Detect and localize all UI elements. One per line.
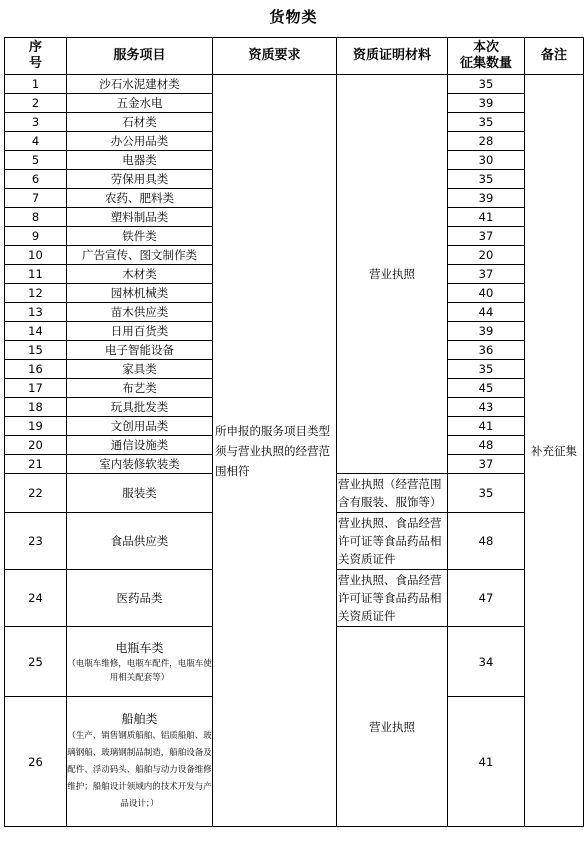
row-item xyxy=(67,627,213,697)
row-qty: 48 xyxy=(448,513,525,570)
row-qty: 36 xyxy=(448,341,525,360)
row-item: 玩具批发类 xyxy=(67,398,213,417)
row-item: 农药、肥料类 xyxy=(67,189,213,208)
row-seq: 8 xyxy=(5,208,67,227)
row-qty: 37 xyxy=(448,265,525,284)
material-cell-row24: 营业执照、食品经营许可证等食品药品相关资质证件 xyxy=(337,570,448,627)
row-item: 劳保用具类 xyxy=(67,170,213,189)
row-item: 通信设施类 xyxy=(67,436,213,455)
row-item: 电子智能设备 xyxy=(67,341,213,360)
header-item: 服务项目 xyxy=(67,38,213,75)
row-qty: 48 xyxy=(448,436,525,455)
row-seq: 3 xyxy=(5,113,67,132)
row-seq: 19 xyxy=(5,417,67,436)
row-qty: 41 xyxy=(448,697,525,827)
header-material: 资质证明材料 xyxy=(337,38,448,75)
row-seq: 11 xyxy=(5,265,67,284)
row-seq: 14 xyxy=(5,322,67,341)
row-seq: 16 xyxy=(5,360,67,379)
row-item: 电器类 xyxy=(67,151,213,170)
row-seq: 10 xyxy=(5,246,67,265)
row-item: 苗木供应类 xyxy=(67,303,213,322)
row-seq: 15 xyxy=(5,341,67,360)
row-seq: 21 xyxy=(5,455,67,474)
row-item: 文创用品类 xyxy=(67,417,213,436)
row-item xyxy=(67,697,213,827)
row-seq: 1 xyxy=(5,75,67,94)
row-qty: 37 xyxy=(448,455,525,474)
row-item: 服装类 xyxy=(67,474,213,513)
row-item: 沙石水泥建材类 xyxy=(67,75,213,94)
row-qty: 39 xyxy=(448,94,525,113)
row-qty: 28 xyxy=(448,132,525,151)
goods-table xyxy=(4,37,584,827)
page-title: 货物类 xyxy=(269,8,318,26)
item-detail: （电瓶车维修，电瓶车配件，电瓶车使用相关配套等） xyxy=(67,658,212,683)
row-qty: 39 xyxy=(448,322,525,341)
item-title: 船舶类 xyxy=(121,712,158,726)
row-seq: 4 xyxy=(5,132,67,151)
row-qty: 40 xyxy=(448,284,525,303)
row-item: 五金水电 xyxy=(67,94,213,113)
row-seq: 7 xyxy=(5,189,67,208)
row-item: 办公用品类 xyxy=(67,132,213,151)
row-qty: 30 xyxy=(448,151,525,170)
row-seq: 26 xyxy=(5,697,67,827)
row-item: 石材类 xyxy=(67,113,213,132)
row-qty: 37 xyxy=(448,227,525,246)
row-seq: 9 xyxy=(5,227,67,246)
row-qty: 44 xyxy=(448,303,525,322)
header-note: 备注 xyxy=(525,38,584,75)
requirement-cell: 所申报的服务项目类型须与营业执照的经营范围相符 xyxy=(213,75,337,827)
row-seq: 20 xyxy=(5,436,67,455)
header-seq: 序 号 xyxy=(5,38,67,75)
header-qty: 本次 征集数量 xyxy=(448,38,525,75)
row-seq: 17 xyxy=(5,379,67,398)
row-item: 铁件类 xyxy=(67,227,213,246)
row-item: 布艺类 xyxy=(67,379,213,398)
row-seq: 24 xyxy=(5,570,67,627)
row-seq: 2 xyxy=(5,94,67,113)
row-qty: 35 xyxy=(448,360,525,379)
row-seq: 22 xyxy=(5,474,67,513)
material-cell-row22: 营业执照（经营范围含有服装、服饰等） xyxy=(337,474,448,513)
material-cell-group1: 营业执照 xyxy=(337,75,448,474)
row-qty: 47 xyxy=(448,570,525,627)
row-seq: 12 xyxy=(5,284,67,303)
row-item: 木材类 xyxy=(67,265,213,284)
row-item: 广告宣传、图文制作类 xyxy=(67,246,213,265)
row-seq: 6 xyxy=(5,170,67,189)
row-seq: 23 xyxy=(5,513,67,570)
row-item: 食品供应类 xyxy=(67,513,213,570)
material-cell-row23: 营业执照、食品经营许可证等食品药品相关资质证件 xyxy=(337,513,448,570)
header-requirement: 资质要求 xyxy=(213,38,337,75)
row-qty: 43 xyxy=(448,398,525,417)
row-item: 医药品类 xyxy=(67,570,213,627)
row-qty: 35 xyxy=(448,75,525,94)
row-seq: 5 xyxy=(5,151,67,170)
row-qty: 34 xyxy=(448,627,525,697)
note-cell: 补充征集 xyxy=(525,75,584,827)
row-item: 家具类 xyxy=(67,360,213,379)
row-item: 室内装修软装类 xyxy=(67,455,213,474)
row-item: 日用百货类 xyxy=(67,322,213,341)
item-title: 电瓶车类 xyxy=(115,640,164,655)
row-item: 塑料制品类 xyxy=(67,208,213,227)
row-qty: 35 xyxy=(448,113,525,132)
row-item: 园林机械类 xyxy=(67,284,213,303)
row-qty: 41 xyxy=(448,417,525,436)
material-cell-group2: 营业执照 xyxy=(337,627,448,827)
row-qty: 45 xyxy=(448,379,525,398)
row-qty: 20 xyxy=(448,246,525,265)
row-qty: 35 xyxy=(448,170,525,189)
row-qty: 41 xyxy=(448,208,525,227)
row-seq: 18 xyxy=(5,398,67,417)
item-detail: （生产、销售钢质船舶、铝质船舶、玻璃钢船、玻璃钢制品制造，船舶设备及配件、浮动码头、船舶与动力设备维修维护；船舶设计领域内的技术开发与产品设计；） xyxy=(67,731,212,809)
row-seq: 13 xyxy=(5,303,67,322)
row-seq: 25 xyxy=(5,627,67,697)
row-qty: 35 xyxy=(448,474,525,513)
row-qty: 39 xyxy=(448,189,525,208)
